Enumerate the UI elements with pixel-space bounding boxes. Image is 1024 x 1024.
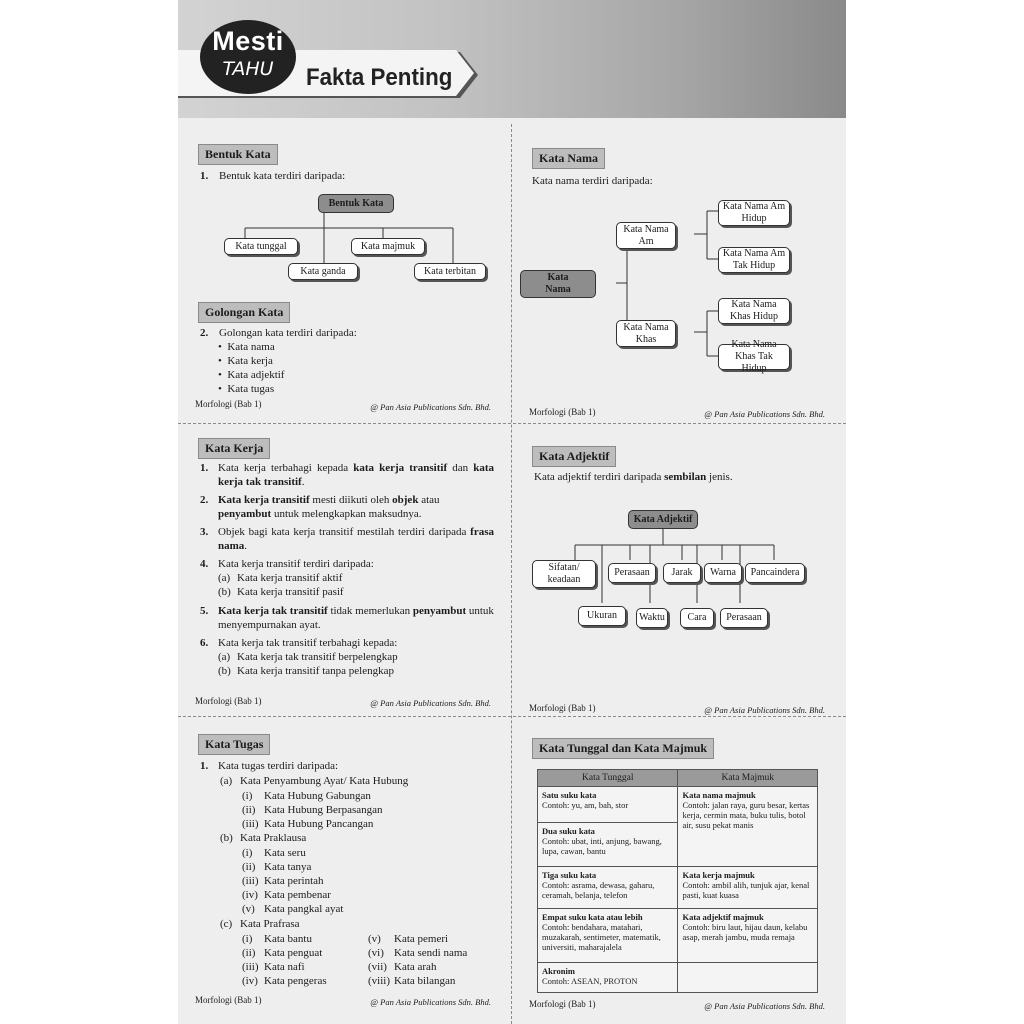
- tree-node: Kata ganda: [288, 263, 358, 280]
- subsub-marker: (i): [242, 847, 253, 859]
- logo-word-tahu: TAHU: [222, 58, 274, 80]
- tree-node: Sifatan/ keadaan: [532, 560, 596, 588]
- section-tab: Kata Adjektif: [532, 446, 616, 467]
- footer-chapter: Morfologi (Bab 1): [529, 703, 596, 713]
- text-run: dan: [447, 462, 474, 474]
- text-run: .: [244, 540, 248, 552]
- tree-root: Bentuk Kata: [318, 194, 394, 213]
- tree-leaf: Kata Nama Khas Hidup: [718, 298, 790, 324]
- tree-node: Kata terbitan: [414, 263, 486, 280]
- sub-text: Kata kerja tak transitif berpelengkap: [237, 651, 398, 663]
- bullet-item: • Kata tugas: [218, 383, 275, 395]
- cell-text: Contoh: ambil alih, tunjuk ajar, kenal pasti, kuat kuasa: [682, 880, 810, 900]
- sub-marker: (a): [218, 651, 231, 663]
- mesti-tahu-logo: [200, 20, 296, 94]
- sub-marker: (a): [220, 775, 233, 787]
- subsub-text: Kata Hubung Gabungan: [264, 790, 371, 802]
- text-bold: Kata kerja transitif: [218, 494, 310, 506]
- cell-text: Contoh: ubat, inti, anjung, bawang, lupa, cawan, bantu: [542, 836, 662, 856]
- text-run: untuk melengkapkan maksudnya.: [271, 508, 422, 520]
- text-run: Objek bagi kata kerja transitif mestilah terdiri daripada: [218, 526, 471, 538]
- text-run: Kata kerja terbahagi kepada: [218, 462, 354, 474]
- section-tab: Kata Nama: [532, 148, 605, 169]
- text-run: .: [301, 476, 305, 488]
- bullet-text: Kata tugas: [227, 383, 275, 395]
- item-number: 2.: [200, 494, 209, 506]
- subsub-text: Kata penguat: [264, 947, 323, 959]
- sub-marker: (b): [218, 665, 231, 677]
- item-number: 1.: [200, 760, 209, 772]
- subsub-marker: (iii): [242, 961, 259, 973]
- cell-heading: Satu suku kata: [542, 790, 597, 800]
- item-text: [218, 493, 494, 521]
- panel-kata-tugas: [178, 717, 511, 1024]
- text-bold: kata kerja tak transitif: [218, 462, 494, 488]
- sub-marker: (c): [220, 918, 233, 930]
- footer-chapter: Morfologi (Bab 1): [195, 995, 262, 1005]
- subsub-text: Kata pengeras: [264, 975, 327, 987]
- panel-bentuk-kata: [178, 124, 511, 423]
- tree-node: Perasaan: [720, 608, 768, 628]
- bullet-text: Kata adjektif: [227, 369, 285, 381]
- subsub-text: Kata sendi nama: [394, 947, 468, 959]
- tree-node: Ukuran: [578, 606, 626, 626]
- sub-marker: (b): [218, 586, 231, 598]
- item-text: [218, 461, 494, 489]
- sub-text: Kata Prafrasa: [240, 918, 300, 930]
- item-text: Kata tugas terdiri daripada:: [218, 760, 339, 772]
- intro-text: Kata nama terdiri daripada:: [532, 175, 653, 187]
- cell-heading: Dua suku kata: [542, 826, 595, 836]
- subsub-text: Kata tanya: [264, 861, 312, 873]
- subsub-text: Kata pembenar: [264, 889, 331, 901]
- tree-root: Kata Nama: [520, 270, 596, 298]
- subsub-marker: (ii): [242, 861, 256, 873]
- cell-text: Contoh: biru laut, hijau daun, kelabu asap, merah jambu, muda remaja: [682, 922, 808, 942]
- comparison-table: [537, 769, 818, 993]
- item-number: 4.: [200, 558, 209, 570]
- item-number: 2.: [200, 327, 209, 339]
- item-text: [218, 604, 494, 632]
- subsub-text: Kata Hubung Pancangan: [264, 818, 374, 830]
- item-text: Kata kerja transitif terdiri daripada:: [218, 558, 374, 570]
- footer-chapter: Morfologi (Bab 1): [529, 999, 596, 1009]
- text-bold: kata kerja transitif: [353, 462, 448, 474]
- subsub-marker: (iv): [242, 975, 258, 987]
- text-run: tidak memerlukan: [327, 605, 413, 617]
- bullet-text: Kata kerja: [227, 355, 273, 367]
- footer-publisher: @ Pan Asia Publications Sdn. Bhd.: [704, 1001, 825, 1011]
- panel-kata-kerja: [178, 424, 511, 716]
- subsub-marker: (viii): [368, 975, 390, 987]
- subsub-text: Kata arah: [394, 961, 437, 973]
- cell-heading: Kata kerja majmuk: [682, 870, 755, 880]
- subsub-text: Kata nafi: [264, 961, 305, 973]
- bullet-item: • Kata kerja: [218, 355, 273, 367]
- column-header: Kata Tunggal: [538, 770, 678, 787]
- intro-text: Kata adjektif terdiri daripada sembilan jenis.: [534, 471, 733, 483]
- table-row: [538, 909, 818, 963]
- footer-publisher: @ Pan Asia Publications Sdn. Bhd.: [704, 705, 825, 715]
- tree-node: Kata Nama Am: [616, 222, 676, 249]
- subsub-text: Kata perintah: [264, 875, 324, 887]
- sub-text: Kata kerja transitif tanpa pelengkap: [237, 665, 394, 677]
- tree-connectors: [512, 424, 845, 644]
- bullet-item: • Kata adjektif: [218, 369, 285, 381]
- table-row: [538, 867, 818, 909]
- text-bold: objek: [392, 494, 419, 506]
- panel-kata-nama: [512, 124, 845, 423]
- footer-chapter: Morfologi (Bab 1): [195, 399, 262, 409]
- table-cell: [538, 823, 678, 867]
- footer-publisher: @ Pan Asia Publications Sdn. Bhd.: [370, 402, 491, 412]
- subsub-marker: (iii): [242, 818, 259, 830]
- table-cell: [678, 787, 818, 867]
- subsub-marker: (vii): [368, 961, 387, 973]
- table-cell: [678, 909, 818, 963]
- tree-node: Kata tunggal: [224, 238, 298, 255]
- subsub-marker: (i): [242, 933, 253, 945]
- table-cell: [538, 867, 678, 909]
- subsub-marker: (v): [242, 903, 255, 915]
- footer-publisher: @ Pan Asia Publications Sdn. Bhd.: [370, 698, 491, 708]
- sub-text: Kata kerja transitif pasif: [237, 586, 344, 598]
- table-row: [538, 787, 818, 823]
- cell-text: Contoh: asrama, dewasa, gaharu, ceramah, belanja, telefon: [542, 880, 655, 900]
- table-cell: [538, 963, 678, 993]
- tree-leaf: Kata Nama Am Hidup: [718, 200, 790, 226]
- tree-leaf: Kata Nama Khas Tak Hidup: [718, 344, 790, 370]
- footer-chapter: Morfologi (Bab 1): [195, 696, 262, 706]
- page-header: [178, 0, 846, 118]
- item-text: Kata kerja tak transitif terbahagi kepada:: [218, 637, 398, 649]
- text-run: Kata adjektif terdiri daripada: [534, 471, 665, 483]
- column-header: Kata Majmuk: [678, 770, 818, 787]
- text-bold: penyambut: [218, 508, 272, 520]
- text-run: atau: [418, 494, 440, 506]
- item-text: Bentuk kata terdiri daripada:: [219, 170, 346, 182]
- tree-node: Perasaan: [608, 563, 656, 583]
- section-tab: Kata Tunggal dan Kata Majmuk: [532, 738, 714, 759]
- text-run: mesti diikuti oleh: [309, 494, 393, 506]
- page-title: Fakta Penting: [306, 64, 453, 91]
- subsub-marker: (iv): [242, 889, 258, 901]
- table-cell: [538, 909, 678, 963]
- cell-heading: Kata nama majmuk: [682, 790, 756, 800]
- tree-node: Waktu: [636, 608, 668, 628]
- tree-root: Kata Adjektif: [628, 510, 698, 529]
- text-run: untuk menyempurnakan ayat.: [218, 605, 494, 631]
- cell-text: Contoh: ASEAN, PROTON: [542, 976, 638, 986]
- sub-text: Kata Penyambung Ayat/ Kata Hubung: [240, 775, 409, 787]
- section-tab: Kata Tugas: [198, 734, 270, 755]
- table-cell: [678, 963, 818, 993]
- tree-leaf: Kata Nama Am Tak Hidup: [718, 247, 790, 273]
- table-header-row: [538, 770, 818, 787]
- subsub-text: Kata bilangan: [394, 975, 456, 987]
- subsub-marker: (ii): [242, 947, 256, 959]
- text-bold: Kata kerja tak transitif: [218, 605, 328, 617]
- subsub-text: Kata bantu: [264, 933, 312, 945]
- footer-publisher: @ Pan Asia Publications Sdn. Bhd.: [704, 409, 825, 419]
- document-page: [178, 0, 846, 1024]
- item-number: 5.: [200, 605, 209, 617]
- table-cell: [678, 867, 818, 909]
- cell-text: Contoh: yu, am, bah, stor: [542, 800, 629, 810]
- item-number: 6.: [200, 637, 209, 649]
- item-text: Golongan kata terdiri daripada:: [219, 327, 357, 339]
- panel-kata-adjektif: [512, 424, 845, 716]
- panel-kata-tunggal-majmuk: [512, 717, 845, 1024]
- section-tab: Bentuk Kata: [198, 144, 278, 165]
- text-bold: frasa nama: [218, 526, 494, 552]
- item-number: 3.: [200, 526, 209, 538]
- text-bold: penyambut: [412, 605, 467, 617]
- item-text: [218, 525, 494, 553]
- tree-node: Warna: [704, 563, 742, 583]
- subsub-text: Kata pangkal ayat: [264, 903, 344, 915]
- table-cell: [538, 787, 678, 823]
- sub-marker: (a): [218, 572, 231, 584]
- subsub-marker: (v): [368, 933, 381, 945]
- bullet-text: Kata nama: [227, 341, 275, 353]
- section-tab: Kata Kerja: [198, 438, 270, 459]
- section-tab: Golongan Kata: [198, 302, 290, 323]
- item-number: 1.: [200, 462, 209, 474]
- subsub-text: Kata Hubung Berpasangan: [264, 804, 383, 816]
- cell-text: Contoh: jalan raya, guru besar, kertas kerja, cermin mata, buku tulis, botol air, susu pekat manis: [682, 800, 810, 830]
- tree-node: Cara: [680, 608, 714, 628]
- subsub-marker: (i): [242, 790, 253, 802]
- cell-heading: Empat suku kata atau lebih: [542, 912, 643, 922]
- bullet-item: • Kata nama: [218, 341, 275, 353]
- subsub-text: Kata seru: [264, 847, 306, 859]
- cell-heading: Tiga suku kata: [542, 870, 597, 880]
- sub-marker: (b): [220, 832, 233, 844]
- cell-text: Contoh: bendahara, matahari, muzakarah, sentimeter, matematik, universiti, maharajalela: [542, 922, 661, 952]
- item-number: 1.: [200, 170, 209, 182]
- subsub-marker: (ii): [242, 804, 256, 816]
- sub-text: Kata kerja transitif aktif: [237, 572, 343, 584]
- tree-node: Jarak: [663, 563, 701, 583]
- logo-word-mesti: Mesti: [212, 26, 284, 56]
- tree-node: Kata majmuk: [351, 238, 425, 255]
- cell-heading: Kata adjektif majmuk: [682, 912, 764, 922]
- table-row: [538, 963, 818, 993]
- tree-node: Pancaindera: [745, 563, 805, 583]
- tree-node: Kata Nama Khas: [616, 320, 676, 347]
- footer-publisher: @ Pan Asia Publications Sdn. Bhd.: [370, 997, 491, 1007]
- subsub-marker: (vi): [368, 947, 384, 959]
- cell-heading: Akronim: [542, 966, 575, 976]
- subsub-text: Kata pemeri: [394, 933, 449, 945]
- subsub-marker: (iii): [242, 875, 259, 887]
- tree-connectors: [512, 124, 845, 384]
- footer-chapter: Morfologi (Bab 1): [529, 407, 596, 417]
- text-bold: sembilan: [664, 471, 707, 483]
- sub-text: Kata Praklausa: [240, 832, 307, 844]
